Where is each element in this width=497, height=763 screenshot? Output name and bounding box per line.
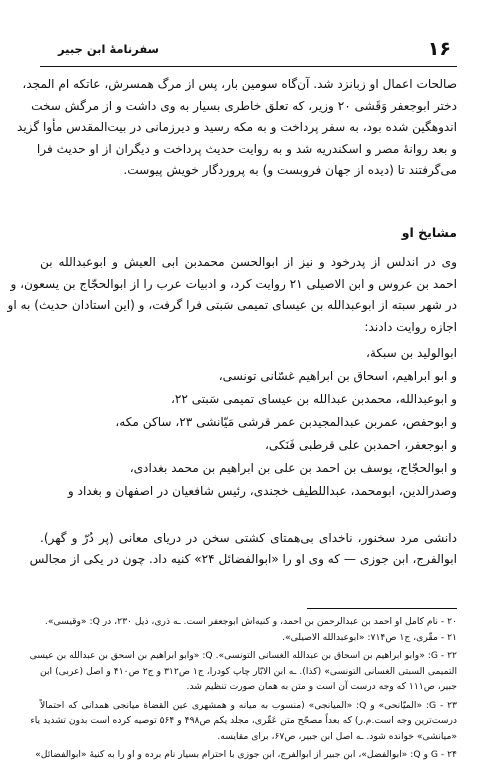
paragraph-line: احمد بن عروس و ابن الاصیلی ۲۱ روایت کرد، و ادبیات عرب را از ابوالحجّاج بن یسعون، و: [10, 276, 457, 291]
paragraph-line: وی در اندلس از پدرخود و نیز از ابوالحسن محمدبن ابی العیش و ابوعبدالله بن: [40, 255, 457, 269]
footnote: ۲۲ - G: «وابو ابراهیم بن اسحاق بن عبدالله الغسانی التونسی». Q: «وابو ابراهیم بن اسحق بن عبدالله بن عیسی: [29, 650, 457, 661]
list-item: ابوالولید بن سبکة،: [365, 346, 457, 360]
list-item: و ابوعبدالله، محمدبن عبدالله بن عیسای تمیمی سَبتی ۲۲،: [170, 392, 457, 406]
list-item: وصدرالدین، ابومحمد، عبداللطیف خجندی، رئیس شافعیان در اصفهان و بغداد و: [67, 484, 457, 498]
page-number: ۱۶: [427, 38, 451, 60]
footnote: ۲۳ - G: «المیّانحی» و Q: «المیانجی» (منسوب به میانه و همشهری عین القضاة میانجی همدانی که احتمالاً: [40, 699, 457, 711]
paragraph-2: [7, 252, 457, 338]
list-item: و ابوجعفر، احمدبن علی قرطبی فَنَکی،: [265, 438, 457, 452]
running-title: سفرنامهٔ ابن جبیر: [58, 42, 159, 56]
list-item: و ابوحفص، عمربن عبدالمجیدبن عمر قرشی مَیّانشی ۲۳، ساکن مکه،: [115, 415, 457, 429]
paragraph-3: [29, 528, 457, 570]
paragraph-line: صالحات اعمال او زبانزد شد. آن‌گاه سومین بار، پس از مرگ همسرش، عاتکه ام المجد،: [22, 77, 457, 91]
header-rule: [40, 66, 457, 67]
footnote: ۲۱ - مقّری، ج۱ ص۷۱۴: «ابوعبدالله الاصیلی».: [282, 631, 457, 643]
paragraph-1: [16, 74, 457, 182]
paragraph-line: و بعد روانهٔ مصر و اسکندریه شد و به روایت حدیث پرداخت و دیگران از او حدیث فرا: [36, 141, 457, 156]
footnote: التمیمی السبتی الغسانی التونسی» (کذا). ـه ابن الابّار چاپ کودرا، ج۱ ص۳۱۲ و ج۲ ص۴۱۰ و اصل (عربی) ابن: [40, 665, 458, 677]
paragraph-line: ابوالفرج، ابن جوزی — که وی او را «ابوالفضائل ۲۴» کنیه داد. چون در یکی از مجالس: [29, 552, 457, 566]
list-item: و ابو ابراهیم، اسحاق بن ابراهیم غسّانی تونسی،: [218, 369, 457, 383]
paragraph-line: اجازه روایت دادند:: [364, 319, 457, 334]
footnote: درست‌ترین وجه است.م.ر) که بعداً مصحّح متن عَقّری، مجلد یکم ص۴۹۸ و ۵۶۴ توصیه کرده است بدون تشدید یاء: [30, 715, 457, 726]
list-item: و ابوالحجّاج، یوسف بن احمد بن علی بن ابراهیم بن محمد بغدادی،: [129, 461, 457, 475]
section-heading: مشایخ او: [401, 225, 457, 240]
footnote: جبیر، ص۱۱۱ که وجه درست آن است و متن به همان صورت تنظیم شد.: [186, 681, 457, 692]
page-header: [58, 38, 457, 62]
footnote: ۲۰ - نام کامل او احمد بن عبدالرحمن بن احمد، و کنیه‌اش ابوجعفر است. ـه ذری، ذیل ۲۳۰، در Q: «وقیسی».: [44, 616, 457, 627]
footnote: «میانشی» خوانده شود. ـه اصل ابن جبیر، ص۶۷، برای مقایسه.: [217, 730, 457, 742]
footnote: ۲۴ - G و Q: «ابوالفضل»، ابن جبیر از ابوالفرج، ابن جوزی با احترام بسیار نام برده و او را به کنیهٔ «ابوالفضائل»: [35, 749, 457, 760]
paragraph-line: در شهر سبته از ابوعبدالله بن عیسای تمیمی سَبتی فرا گرفت، و (این استادان حدیث) به او: [7, 298, 457, 312]
paragraph-line: دختر ابوجعفر وَقَشی ۲۰ وزیر، که تعلق خاطری بسیار به وی داشت و از مرگش سخت: [31, 98, 457, 113]
paragraph-line: دانشی مرد سخنور، ناخدای بی‌همتای کشتی سخن در دریای معانی (پر دُرّ و گهر).: [40, 531, 457, 545]
footnotes: [29, 614, 458, 763]
footnote-rule: [307, 608, 457, 609]
teachers-list: [40, 342, 457, 503]
paragraph-line: اندوهگین شده بود، به سفر پرداخت و به مکه رسید و دیرزمانی در بیت‌المقدس مأوا گزید: [16, 120, 457, 134]
paragraph-line: می‌گرفتند تا (دیده از جهان فروبست و) به پروردگار خویش پیوست.: [123, 163, 457, 177]
